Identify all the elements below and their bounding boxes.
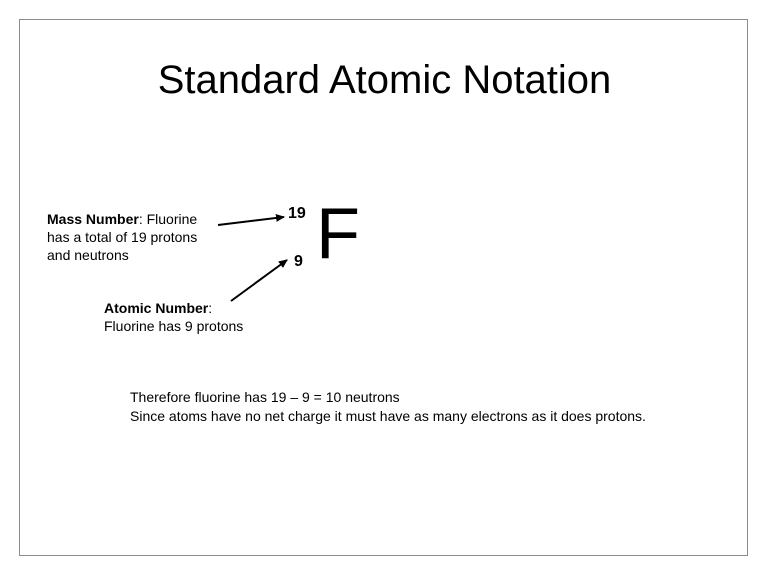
conclusion-line-1: Therefore fluorine has 19 – 9 = 10 neutrons — [130, 389, 400, 405]
atomic-number-arrow — [231, 260, 287, 301]
atomic-number-line-2: Fluorine has 9 protons — [104, 318, 244, 334]
conclusion-text — [130, 388, 646, 426]
atomic-number-line-1-rest: : — [208, 300, 213, 316]
slide — [19, 19, 748, 556]
mass-number-line-3: and neutrons — [47, 247, 129, 263]
atomic-number-term: Atomic Number — [104, 300, 209, 316]
conclusion-line-2: Since atoms have no net charge it must have as many electrons as it does protons. — [130, 408, 646, 424]
element-symbol: F — [316, 194, 360, 274]
arrows-layer — [20, 20, 749, 557]
mass-number-line-1-rest: : Fluorine — [138, 211, 198, 227]
notation-mass-number: 19 — [288, 205, 306, 222]
slide-title: Standard Atomic Notation — [157, 58, 612, 102]
notation-atomic-number: 9 — [294, 253, 303, 270]
mass-number-line-2: has a total of 19 protons — [47, 229, 198, 245]
mass-number-term: Mass Number — [47, 211, 139, 227]
mass-number-arrow — [218, 217, 284, 225]
